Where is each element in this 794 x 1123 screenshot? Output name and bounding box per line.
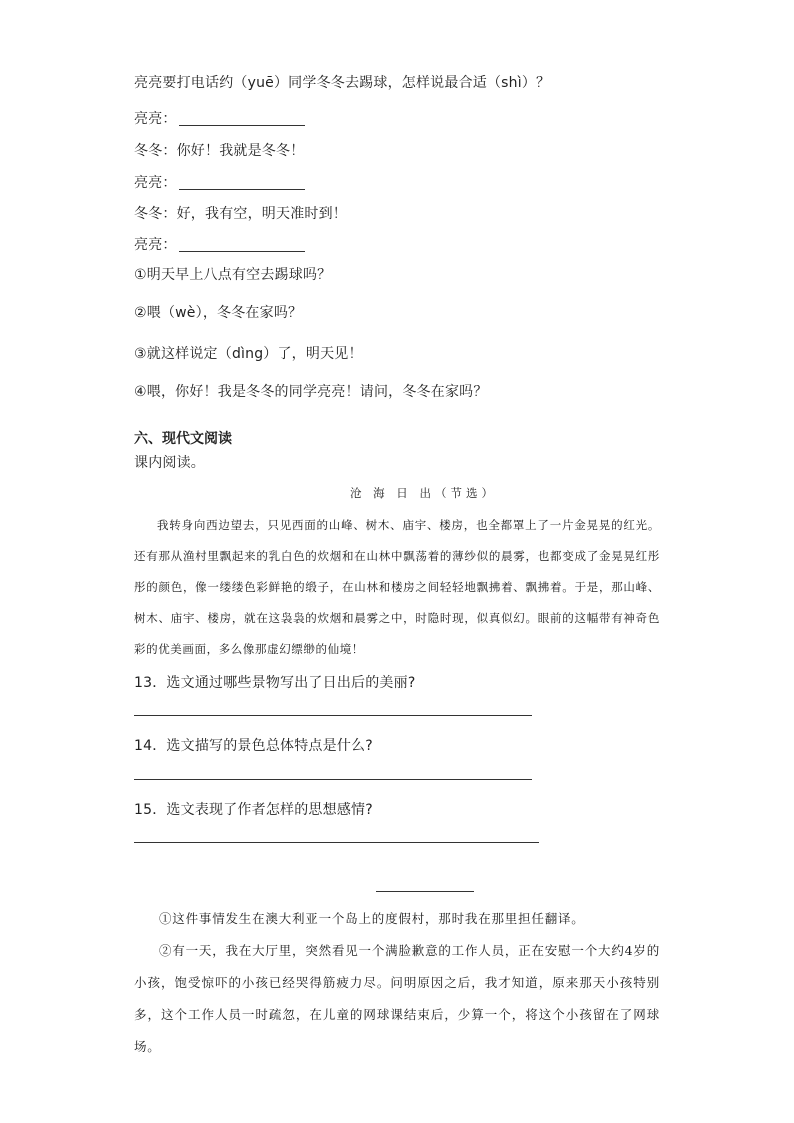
speaker-label: 亮亮： (134, 237, 177, 253)
passage2-paragraph: ②有一天，我在大厅里，突然看见一个满脸歉意的工作人员，正在安慰一个大约4岁的小孩，饱受惊吓的小孩已经哭得筋疲力尽。问明原因之后，我才知道，原来那天小孩特别多，这个工作人员一时疏忽，在儿童的网球课结束后，少算一个，将这个小孩留在了网球场。 (134, 943, 660, 1054)
speaker-label: 冬冬： (134, 143, 177, 159)
option-item: ②喂（wè），冬冬在家吗？ (134, 305, 303, 321)
question-14: 14．选文描写的景色总体特点是什么? (134, 738, 373, 754)
speaker-label: 亮亮： (134, 111, 177, 127)
answer-line[interactable] (134, 779, 532, 780)
dialogue-text: 你好！我就是冬冬！ (176, 143, 305, 159)
answer-line[interactable] (134, 715, 532, 716)
dialogue-line (134, 203, 347, 223)
dialogue-line (134, 140, 304, 160)
option-item: ④喂，你好！我是冬冬的同学亮亮！请问，冬冬在家吗？ (134, 384, 488, 400)
question-13: 13．选文通过哪些景物写出了日出后的美丽? (134, 675, 416, 691)
dialogue-text: 好，我有空，明天准时到！ (176, 206, 348, 222)
option-item: ①明天早上八点有空去踢球吗？ (134, 267, 332, 283)
title-blank[interactable] (376, 891, 474, 892)
question-prompt: 亮亮要打电话约（yuē）同学冬冬去踢球，怎样说最合适（shì）？ (134, 75, 551, 91)
dialogue-line (134, 234, 305, 254)
section-title: 六、现代文阅读 (134, 431, 232, 447)
answer-line[interactable] (134, 842, 539, 843)
answer-blank[interactable] (179, 236, 305, 252)
passage-title: 沧 海 日 出（节选） (350, 486, 497, 500)
passage2-body (134, 903, 660, 1063)
answer-blank[interactable] (179, 174, 305, 190)
passage2-paragraph: ①这件事情发生在澳大利亚一个岛上的度假村，那时我在那里担任翻译。 (159, 911, 585, 926)
dialogue-line (134, 108, 305, 128)
passage-body (134, 510, 660, 665)
passage-paragraph: 我转身向西边望去，只见西面的山峰、树木、庙宇、楼房，也全都罩上了一片金晃晃的红光。还有那从渔村里飘起来的乳白色的炊烟和在山林中飘荡着的薄纱似的晨雾，也都变成了金晃晃红彤彤的颜色，像一缕缕色彩鲜艳的缎子，在山林和楼房之间轻轻地飘拂着、飘拂着。于是，那山峰、树木、庙宇、楼房，就在这袅袅的炊烟和晨雾之中，时隐时现，似真似幻。眼前的这幅带有神奇色彩的优美画面，多么像那虚幻缥缈的仙境！ (134, 518, 660, 656)
section-subtitle: 课内阅读。 (134, 455, 205, 471)
option-item: ③就这样说定（dìng）了，明天见！ (134, 346, 363, 362)
question-15: 15．选文表现了作者怎样的思想感情? (134, 802, 373, 818)
speaker-label: 冬冬： (134, 206, 177, 222)
dialogue-line (134, 172, 305, 192)
answer-blank[interactable] (179, 110, 305, 126)
speaker-label: 亮亮： (134, 175, 177, 191)
